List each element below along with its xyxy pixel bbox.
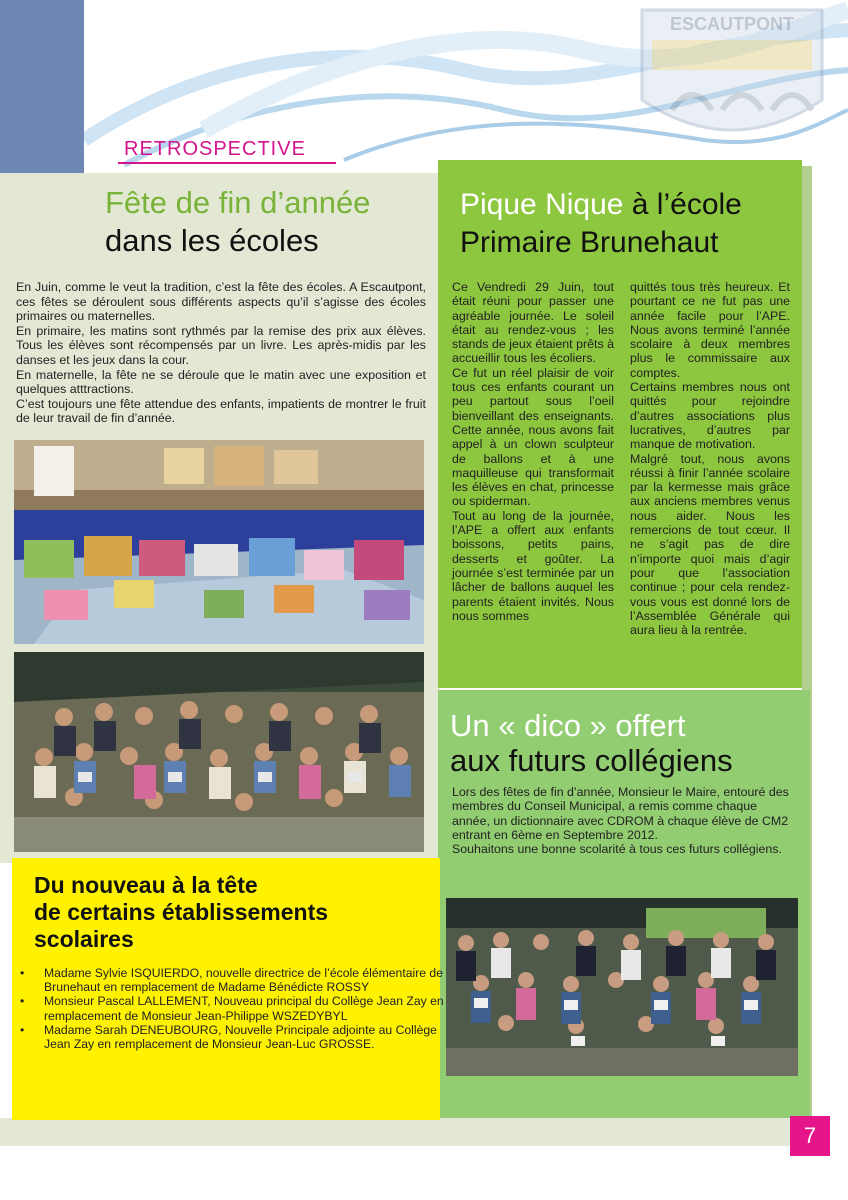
article2-column-2 — [630, 280, 790, 637]
article2-paragraph: Ce Vendredi 29 Juin, tout était réuni pour passer une agréable journée. Le soleil était au rendez-vous ; les stands de jeux étaient prêts à accueillir tous les écoliers. — [452, 280, 614, 366]
section-label: RETROSPECTIVE — [124, 138, 306, 160]
town-crest-watermark — [632, 0, 832, 160]
article1-paragraph: En primaire, les matins sont rythmés par la remise des prix aux élèves. Tous les élèves sont récompensés par un livre. Les après-midis par les danses et les jeux dans la cour. — [16, 323, 426, 367]
list-item: • Madame Sarah DENEUBOURG, Nouvelle Principale adjointe au Collège Jean Zay en remplacement de Monsieur Jean-Luc GROSSE. — [44, 1023, 446, 1051]
article1-title — [105, 184, 370, 260]
article1-paragraph: En Juin, comme le veut la tradition, c’est la fête des écoles. A Escautpont, ces fêtes se déroulent sous différents aspects qu’il s’agisse des écoles primaires ou maternelles. — [16, 280, 426, 324]
article4-title-line: scolaires — [34, 926, 134, 952]
article1-title-green: Fête de fin d’année — [105, 185, 371, 220]
article2-title-black: à l’école — [623, 188, 742, 221]
prize-ceremony-photo — [14, 652, 424, 852]
section-rule — [118, 162, 336, 164]
article2-title-line2: Primaire Brunehaut — [460, 226, 719, 259]
article2-title — [460, 186, 742, 262]
article1-paragraph: En maternelle, la fête ne se déroule que le matin avec une exposition et quelques atttractions. — [16, 367, 426, 397]
article3-title-white: Un « dico » offert — [450, 708, 686, 743]
article1-paragraph: C’est toujours une fête attendue des enfants, impatients de montrer le fruit de leur travail de fin d’année. — [16, 396, 426, 426]
article2-paragraph: quittés tous très heureux. Et pourtant ce ne fut pas une année facile pour l’APE. Nous avons terminé l’année scolaire à deux membres plus le commissaire aux comptes. — [630, 280, 790, 380]
dictionary-group-photo — [446, 898, 798, 1076]
article4-title — [34, 872, 328, 953]
article3-paragraph: Lors des fêtes de fin d’année, Monsieur le Maire, entouré des membres du Conseil Municipal, a remis comme chaque année, un dictionnaire avec CDROM à chaque élève de CM2 entrant en 6ème en Septembre 2012. — [452, 785, 789, 842]
article4-title-line: Du nouveau à la tête — [34, 872, 258, 898]
list-item: • Madame Sylvie ISQUIERDO, nouvelle directrice de l’école élémentaire de Brunehaut en remplacement de Madame Bénédicte ROSSY — [44, 966, 446, 994]
footer-strip — [0, 1118, 812, 1146]
article1-title-black: dans les écoles — [105, 223, 319, 258]
article3-paragraph: Souhaitons une bonne scolarité à tous ces futurs collégiens. — [452, 842, 782, 857]
article2-paragraph: Tout au long de la journée, l’APE a offert aux enfants boissons, petits pains, desserts et goûter. La journée s’est terminée par un lâcher de ballons auquel les parents étaient invités. Nous nous sommes — [452, 508, 614, 623]
article2-paragraph: Malgré tout, nous avons réussi à finir l’année scolaire par la kermesse mais grâce aux anciens membres venus nous aider. Nous les remercions de tout cœur. Il ne s’agit pas de dire n’importe quoi mais d’agir pour que l’association continue ; pour cela rendez-vous vous est donné lors de l’Assemblée Générale qui aura lieu à la rentrée. — [630, 451, 790, 638]
article2-paragraph: Certains membres nous ont quittés pour rejoindre d’autres associations plus lucratives, d’autres par manque de motivation. — [630, 380, 790, 452]
article3-title-black: aux futurs collégiens — [450, 743, 733, 778]
article2-title-white: Pique Nique — [460, 188, 624, 221]
article2-paragraph: Ce fut un réel plaisir de voir tous ces enfants courant un peu partout sous l’oeil bienveillant des enseignants. Cette année, nous avons fait appel à un clown sculpteur de ballons et à une maquilleuse qui transformait les élèves en chat, princesse ou spiderman. — [452, 365, 614, 509]
crest-label: ESCAUTPONT — [669, 14, 795, 34]
page-number: 7 — [790, 1116, 830, 1156]
appointments-list — [16, 966, 446, 1051]
article1-body — [16, 280, 426, 426]
list-item: • Monsieur Pascal LALLEMENT, Nouveau principal du Collège Jean Zay en remplacement de Monsieur Jean-Philippe WSZEDYBYL — [44, 994, 446, 1022]
article3-title — [450, 708, 733, 778]
article4-title-line: de certains établissements — [34, 899, 329, 925]
school-exhibition-photo — [14, 440, 424, 644]
article2-column-1 — [452, 280, 614, 623]
article3-body — [452, 785, 792, 856]
